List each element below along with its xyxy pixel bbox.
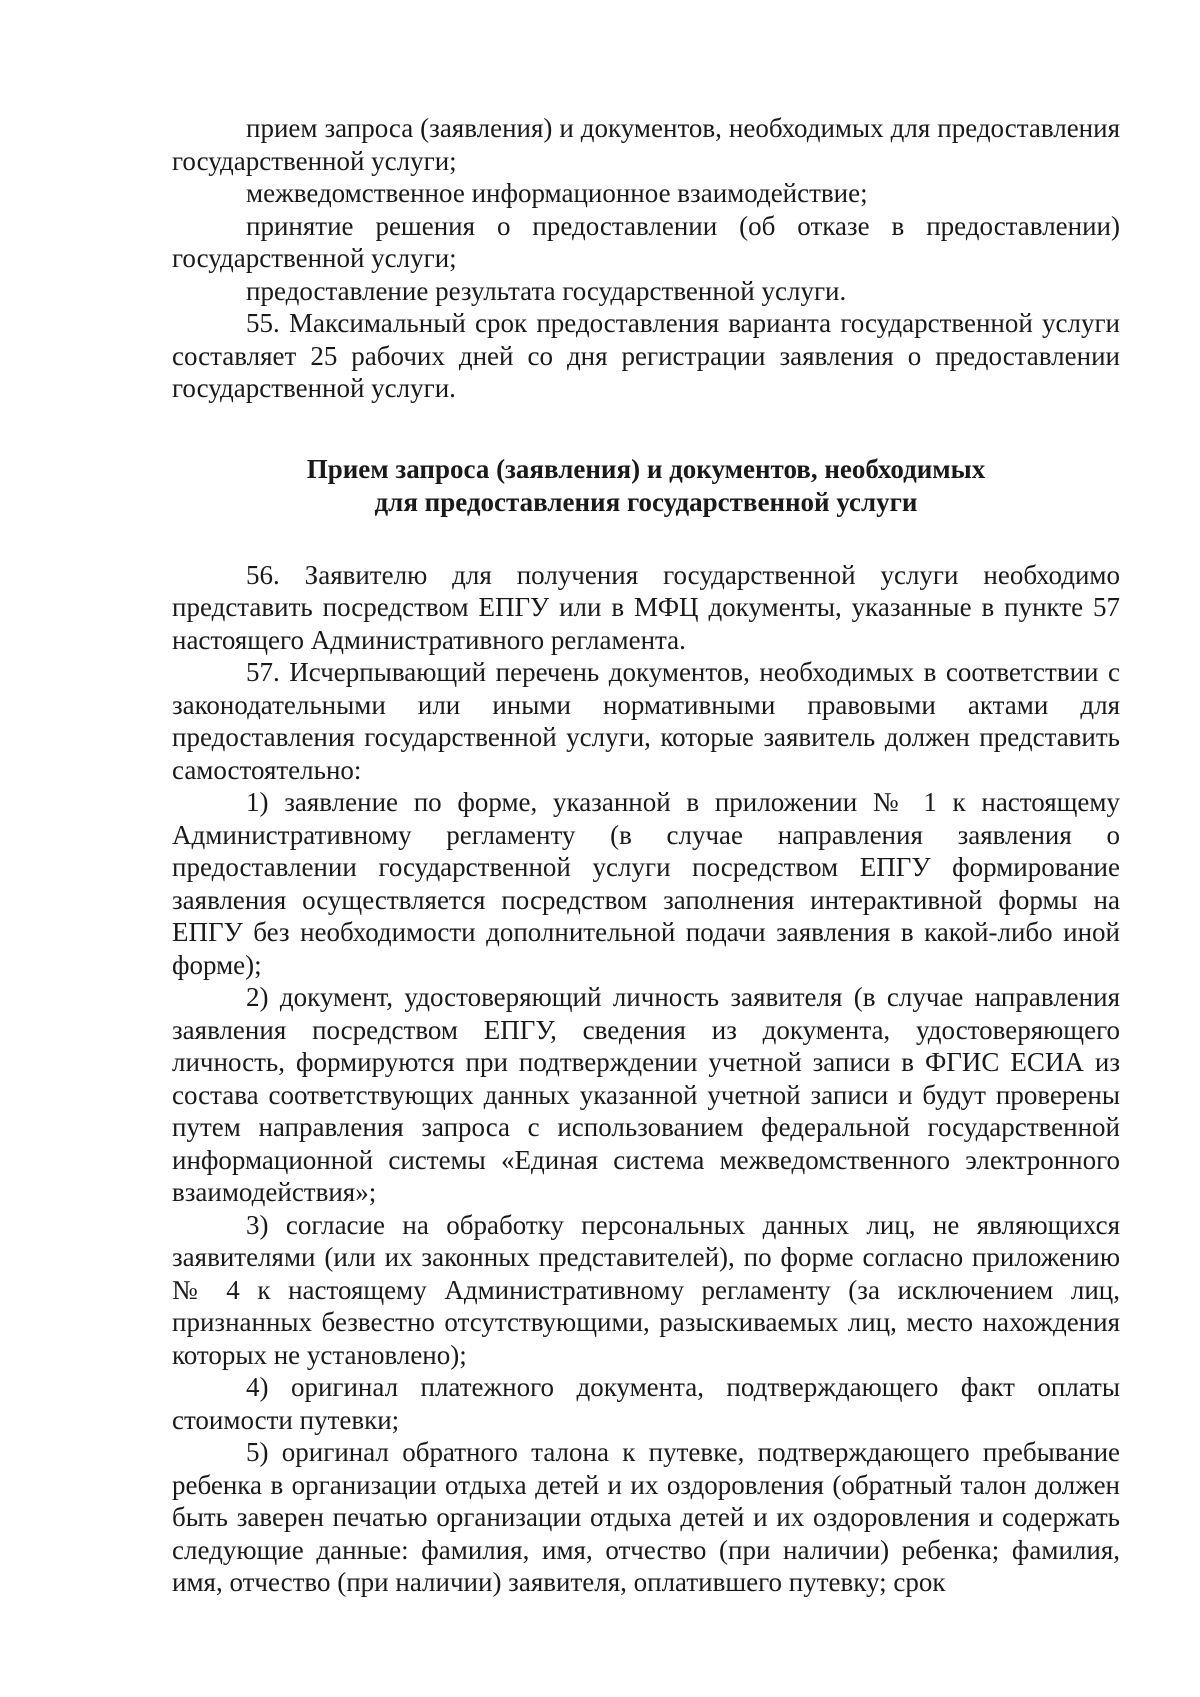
document-page <box>172 112 1120 1599</box>
paragraph-56: 56. Заявителю для получения государственной услуги необходимо представить посредством ЕПГУ или в МФЦ документы, указанные в пункте 57 настоящего Административного регламента. <box>172 559 1120 655</box>
list-item-1: 1) заявление по форме, указанной в приложении № 1 к настоящему Административному регламенту (в случае направления заявления о предоставлении государственной услуги посредством ЕПГУ формирование заявления осуществляется посредством заполнения интерактивной формы на ЕПГУ без необходимости дополнительной подачи заявления в какой-либо иной форме); <box>172 787 1120 980</box>
section-heading <box>172 453 1120 519</box>
list-item-2: 2) документ, удостоверяющий личность заявителя (в случае направления заявления посредством ЕПГУ, сведения из документа, удостоверяющего личность, формируются при подтверждении учетной записи в ФГИС ЕСИА из состава соответствующих данных указанной учетной записи и будут проверены путем направления запроса с использованием федеральной государственной информационной системы «Единая система межведомственного электронного взаимодействия»; <box>172 982 1120 1207</box>
paragraph-item-interagency: межведомственное информационное взаимодействие; <box>246 178 868 208</box>
paragraph-57: 57. Исчерпывающий перечень документов, необходимых в соответствии с законодательными или иными нормативными правовыми актами для предоставления государственной услуги, которые заявитель должен представить самостоятельно: <box>172 657 1120 785</box>
paragraph-item-reception: прием запроса (заявления) и документов, необходимых для предоставления государственной услуги; <box>172 113 1120 176</box>
paragraph-item-result: предоставление результата государственной услуги. <box>246 275 847 306</box>
paragraph-item-decision: принятие решения о предоставлении (об отказе в предоставлении) государственной услуги; <box>172 210 1120 273</box>
paragraph-55: 55. Максимальный срок предоставления варианта государственной услуги составляет 25 рабочих дней со дня регистрации заявления о предоставлении государственной услуги. <box>172 308 1120 403</box>
list-item-5: 5) оригинал обратного талона к путевке, подтверждающего пребывание ребенка в организации отдыха детей и их оздоровления (обратный талон должен быть заверен печатью организации отдыха детей и их оздоровления и содержать следующие данные: фамилия, имя, отчество (при наличии) ребенка; фамилия, имя, отчество (при наличии) заявителя, оплатившего путевку; срок <box>172 1437 1120 1597</box>
section-heading-line-1: Прием запроса (заявления) и документов, необходимых <box>306 453 986 484</box>
list-item-4: 4) оригинал платежного документа, подтверждающего факт оплаты стоимости путевки; <box>172 1372 1120 1435</box>
list-item-3: 3) согласие на обработку персональных данных лиц, не являющихся заявителями (или их законных представителей), по форме согласно приложению № 4 к настоящему Административному регламенту (за исключением лиц, признанных безвестно отсутствующими, разыскиваемых лиц, место нахождения которых не установлено); <box>172 1209 1120 1370</box>
section-heading-line-2: для предоставления государственной услуги <box>374 486 918 517</box>
